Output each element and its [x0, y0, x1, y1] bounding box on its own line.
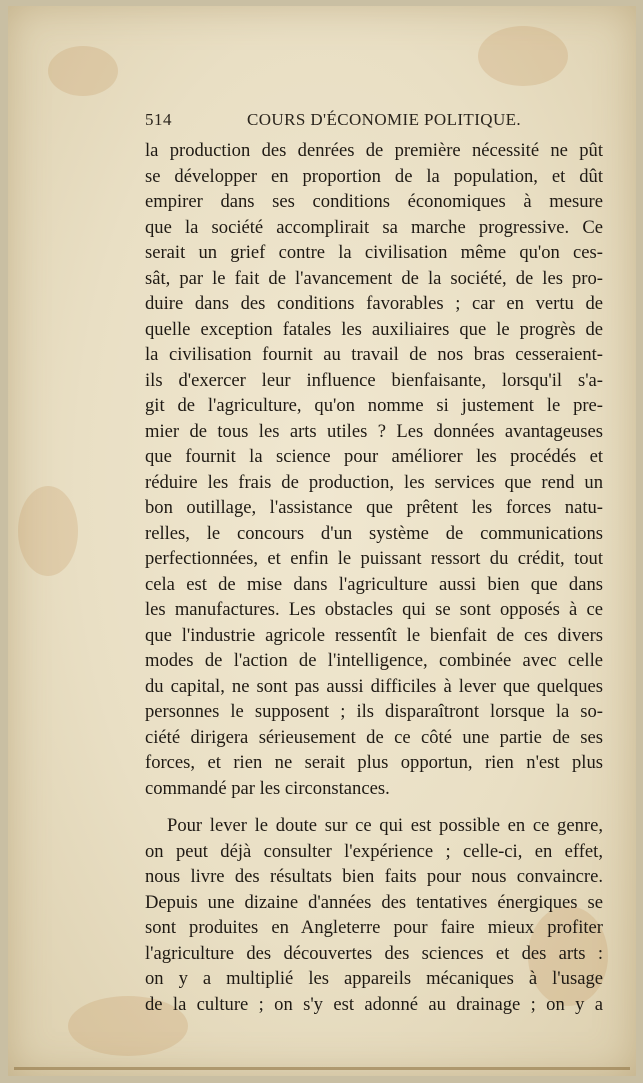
text-line: ciété dirigera sérieusement de ce côté une partie de ses: [145, 726, 603, 748]
text-line: cela est de mise dans l'agriculture aussi bien que dans: [145, 573, 603, 595]
text-line: sât, par le fait de l'avancement de la société, de les pro-: [145, 267, 603, 289]
text-line: les manufactures. Les obstacles qui se sont opposés à ce: [145, 599, 603, 620]
body-text: [145, 138, 603, 1017]
paper-stain: [48, 46, 118, 96]
running-head: COURS D'ÉCONOMIE POLITIQUE.: [247, 110, 522, 129]
text-line: quelle exception fatales les auxiliaires que le progrès de: [145, 318, 603, 340]
text-line: on peut déjà consulter l'expérience ; celle-ci, en effet,: [145, 840, 603, 862]
text-line: mier de tous les arts utiles ? Les données avantageuses: [145, 420, 603, 442]
text-line: que fournit la science pour améliorer les procédés et: [145, 446, 603, 467]
text-line: empirer dans ses conditions économiques à mesure: [145, 191, 603, 212]
paragraph: [145, 813, 603, 1017]
text-line: on y a multiplié les appareils mécaniques à l'usage: [145, 968, 603, 989]
text-line: de la culture ; on s'y est adonné au drainage ; on y a: [145, 993, 603, 1015]
paragraph-gap: [145, 801, 603, 813]
text-line: que l'industrie agricole ressentît le bienfait de ces divers: [145, 624, 603, 646]
text-line: du capital, ne sont pas aussi difficiles à lever que quelques: [145, 675, 603, 697]
text-line: duire dans des conditions favorables ; car en vertu de: [145, 293, 603, 314]
text-line: commandé par les circonstances.: [145, 777, 390, 799]
text-line: perfectionnées, et enfin le puissant ressort du crédit, tout: [145, 548, 603, 569]
text-line: sont produites en Angleterre pour faire mieux profiter: [145, 917, 603, 938]
paper-stain: [18, 486, 78, 576]
text-line: forces, et rien ne serait plus opportun, rien n'est plus: [145, 752, 603, 773]
text-line: réduire les frais de production, les services que rend un: [145, 471, 603, 493]
text-line: la production des denrées de première nécessité ne pût: [145, 140, 603, 161]
text-line: Depuis une dizaine d'années des tentatives énergiques se: [145, 891, 603, 913]
book-page: [8, 6, 636, 1076]
page-header: [145, 110, 605, 134]
text-line: bon outillage, l'assistance que prêtent les forces natu-: [145, 497, 603, 518]
text-line: serait un grief contre la civilisation même qu'on ces-: [145, 242, 603, 263]
text-line: l'agriculture des découvertes des sciences et des arts :: [145, 942, 603, 964]
text-line: la civilisation fournit au travail de nos bras cesseraient-: [145, 344, 603, 365]
text-line: git de l'agriculture, qu'on nomme si justement le pre-: [145, 395, 603, 416]
page-number: 514: [145, 110, 172, 129]
text-line: modes de l'action de l'intelligence, combinée avec celle: [145, 650, 603, 671]
text-line: ils d'exercer leur influence bienfaisante, lorsqu'il s'a-: [145, 369, 603, 391]
paper-stain: [478, 26, 568, 86]
text-line: relles, le concours d'un système de communications: [145, 522, 603, 544]
text-line: que la société accomplirait sa marche progressive. Ce: [145, 216, 603, 238]
text-line: se développer en proportion de la population, et dût: [145, 165, 603, 187]
text-line: nous livre des résultats bien faits pour nous convaincre.: [145, 866, 603, 887]
text-line: personnes le supposent ; ils disparaîtront lorsque la so-: [145, 701, 603, 722]
paragraph: [145, 138, 603, 801]
text-line: Pour lever le doute sur ce qui est possible en ce genre,: [167, 815, 603, 836]
